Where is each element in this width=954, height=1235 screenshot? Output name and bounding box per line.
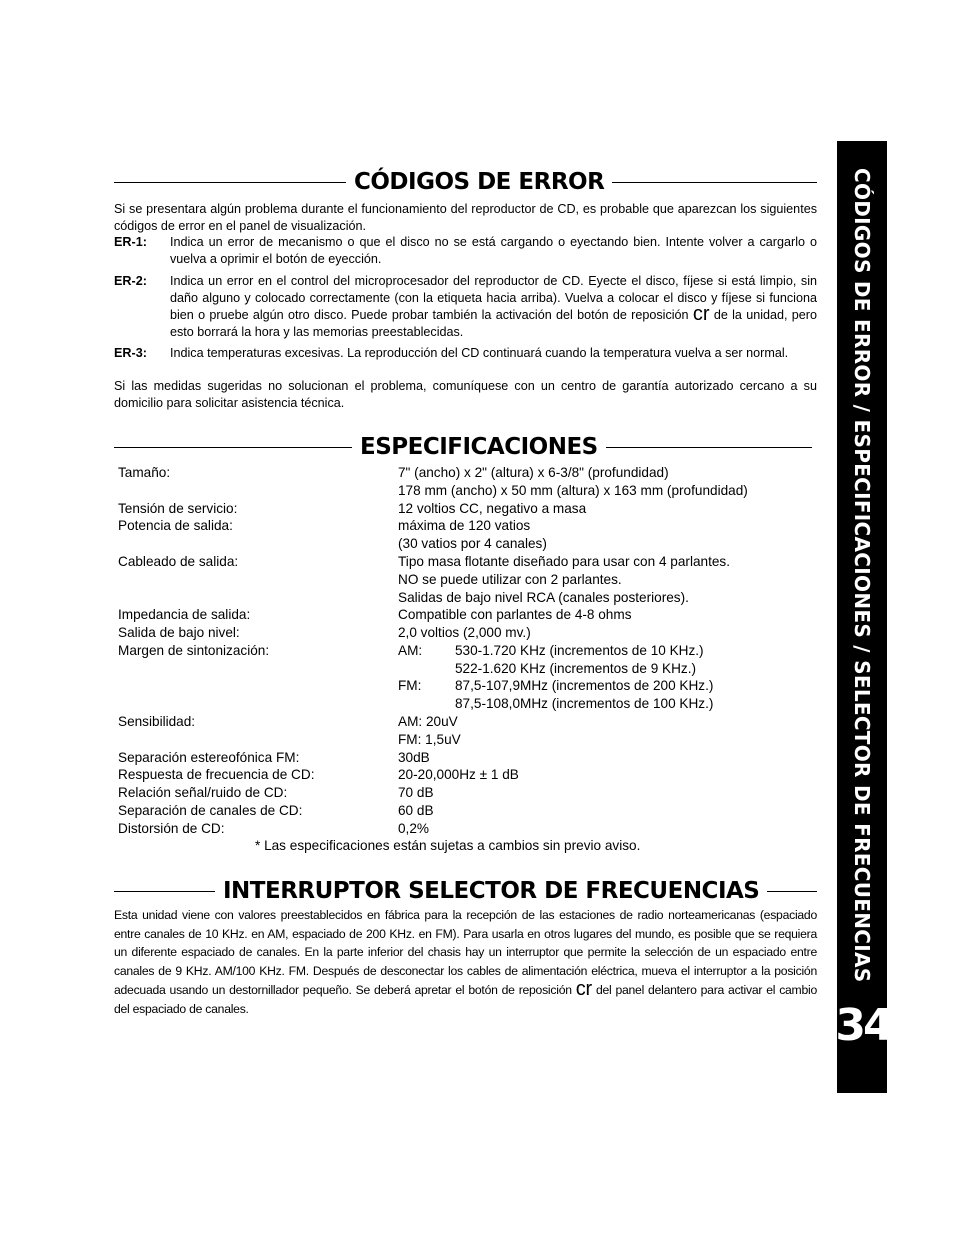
error-section-header: [114, 169, 817, 195]
error-description-part: Indica un error en el control del microprocesador del reproductor de CD. Eyecte el disco, fíjese si está limpio, sin daño alguno y colocado correctamente (con la etiqueta hacia arriba). Vuelva a colocar el disco y fíjese si funciona bien o pruebe algún otro disco. Puede probar también la activación del botón de reposición: [170, 274, 817, 322]
spec-label: Distorsión de CD:: [118, 821, 225, 836]
spec-value: 12 voltios CC, negativo a masa: [398, 501, 587, 516]
page-number: 34: [835, 1000, 891, 1051]
error-code: ER-3:: [114, 346, 147, 360]
spec-value: 87,5-107,9MHz (incrementos de 200 KHz.): [455, 678, 714, 693]
reset-symbol: cr: [692, 303, 710, 325]
error-code: ER-2:: [114, 274, 147, 288]
spec-label: Relación señal/ruido de CD:: [118, 785, 288, 800]
freq-section-header: [114, 878, 817, 904]
spec-label: Potencia de salida:: [118, 518, 233, 533]
spec-value: 530-1.720 KHz (incrementos de 10 KHz.): [455, 643, 704, 658]
error-item-er1: [114, 234, 817, 267]
error-outro: Si las medidas sugeridas no solucionan el problema, comuníquese con un centro de garantía autorizado cercano a su domicilio para solicitar asistencia técnica.: [114, 379, 817, 410]
spec-value: 60 dB: [398, 803, 434, 818]
spec-value: 87,5-108,0MHz (incrementos de 100 KHz.): [455, 696, 714, 711]
error-intro: Si se presentara algún problema durante el funcionamiento del reproductor de CD, es probable que aparezcan los siguientes códigos de error en el panel de visualización.: [114, 202, 817, 233]
header-rule-left: [114, 182, 346, 183]
spec-value: Tipo masa flotante diseñado para usar con 4 parlantes.: [398, 554, 730, 569]
spec-value: 178 mm (ancho) x 50 mm (altura) x 163 mm (profundidad): [398, 483, 748, 498]
spec-value: 30dB: [398, 750, 430, 765]
spec-value: 522-1.620 KHz (incrementos de 9 KHz.): [455, 661, 697, 676]
error-description: [170, 273, 817, 340]
spec-label: Separación estereofónica FM:: [118, 750, 300, 765]
header-rule-right: [606, 447, 812, 448]
error-item-er2: [114, 273, 817, 340]
spec-label: Sensibilidad:: [118, 714, 196, 729]
spec-value: máxima de 120 vatios: [398, 518, 531, 533]
sidebar-title: CÓDIGOS DE ERROR / ESPECIFICACIONES / SELECTOR DE FRECUENCIAS: [850, 168, 874, 983]
spec-value: FM: 1,5uV: [398, 732, 461, 747]
spec-label: Respuesta de frecuencia de CD:: [118, 767, 315, 782]
spec-value: 20-20,000Hz ± 1 dB: [398, 767, 519, 782]
freq-text-part: del panel delantero para activar el cambio del espaciado de canales.: [114, 983, 817, 1016]
spec-value: NO se puede utilizar con 2 parlantes.: [398, 572, 622, 587]
spec-label: Impedancia de salida:: [118, 607, 251, 622]
error-section-title: CÓDIGOS DE ERROR: [354, 168, 605, 195]
spec-value: (30 vatios por 4 canales): [398, 536, 547, 551]
spec-band-label: FM:: [398, 678, 422, 693]
freq-paragraph: [114, 906, 817, 1019]
spec-value: 7" (ancho) x 2" (altura) x 6-3/8" (profundidad): [398, 465, 669, 480]
reset-symbol: cr: [575, 978, 592, 1001]
spec-section-header: [114, 434, 812, 460]
spec-value: 2,0 voltios (2,000 mv.): [398, 625, 531, 640]
spec-section-title: ESPECIFICACIONES: [360, 433, 598, 460]
spec-band-label: AM:: [398, 643, 423, 658]
spec-label: Cableado de salida:: [118, 554, 239, 569]
spec-label: Tamaño:: [118, 465, 171, 480]
error-code: ER-1:: [114, 235, 147, 249]
spec-note: * Las especificaciones están sujetas a cambios sin previo aviso.: [255, 838, 641, 853]
spec-value: Salidas de bajo nivel RCA (canales posteriores).: [398, 590, 689, 605]
header-rule-right: [767, 891, 817, 892]
spec-value: 0,2%: [398, 821, 429, 836]
header-rule-left: [114, 447, 352, 448]
header-rule-right: [612, 182, 817, 183]
spec-value: AM: 20uV: [398, 714, 458, 729]
error-description: Indica temperaturas excesivas. La reproducción del CD continuará cuando la temperatura vuelva a ser normal.: [170, 346, 789, 360]
error-item-er3: [114, 345, 817, 362]
freq-text-part: Esta unidad viene con valores preestablecidos en fábrica para la recepción de las estaciones de radio norteamericanas (espaciado entre canales de 10 KHz. en AM, espaciado de 200 KHz. en FM). Para usarla en otros lugares del mundo, es posible que se requiera un diferente espaciado de canales. En la parte inferior del chasis hay un interruptor que permite la selección de un espaciado entre canales de 9 KHz. AM/100 KHz. FM. Después de desconectar los cables de alimentación eléctrica, mueva el interruptor a la posición adecuada usando un destornillador pequeño. Se deberá apretar el botón de reposición: [114, 908, 817, 998]
spec-value: 70 dB: [398, 785, 434, 800]
spec-label: Tensión de servicio:: [118, 501, 238, 516]
spec-label: Margen de sintonización:: [118, 643, 270, 658]
spec-value: Compatible con parlantes de 4-8 ohms: [398, 607, 632, 622]
error-description: Indica un error de mecanismo o que el disco no se está cargando o eyectando bien. Intente volver a cargarlo o vuelva a oprimir el botón de eyección.: [170, 235, 817, 266]
error-description-part: de la unidad, pero esto borrará la hora y las memorias preestablecidas.: [170, 308, 818, 339]
freq-section-title: INTERRUPTOR SELECTOR DE FRECUENCIAS: [223, 877, 760, 904]
header-rule-left: [114, 891, 215, 892]
spec-label: Salida de bajo nivel:: [118, 625, 240, 640]
spec-label: Separación de canales de CD:: [118, 803, 303, 818]
